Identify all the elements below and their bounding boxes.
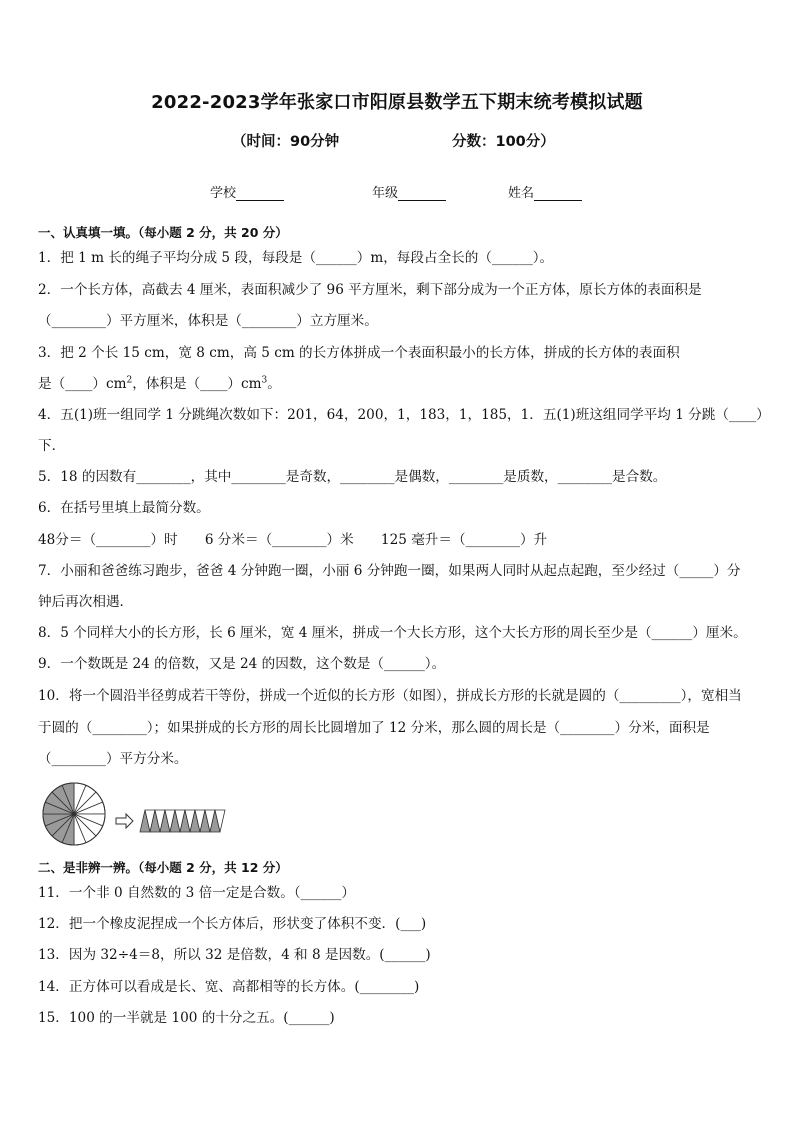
name-blank[interactable] — [534, 186, 582, 201]
time-label: （时间：90分钟 — [232, 134, 340, 150]
superscript-3: 3 — [261, 375, 268, 386]
hollow-right-arrow-icon — [116, 814, 133, 828]
question-3-text-b: ，体积是（____）cm — [132, 376, 262, 392]
school-label: 学校 — [210, 186, 237, 201]
page-title: 2022-2023学年张家口市阳原县数学五下期末统考模拟试题 — [151, 92, 643, 113]
question-4-line-1: 4．五(1)班一组同学 1 分跳绳次数如下：201，64，200，1，183，1，185，1．五(1)班这组同学平均 1 分跳（____） — [38, 407, 770, 423]
grade-label: 年级 — [372, 186, 399, 201]
question-5: 5．18 的因数有________，其中________是奇数，________是偶数，________是质数，________是合数。 — [38, 469, 667, 485]
question-6-line-2: 48分＝（________）时 6 分米＝（________）米 125 毫升＝（________）升 — [38, 532, 548, 548]
superscript-2: 2 — [126, 375, 133, 386]
grade-blank[interactable] — [398, 186, 446, 201]
school-field — [210, 182, 284, 201]
question-7-line-2: 钟后再次相遇． — [38, 594, 134, 610]
question-10-line-2: 于圆的（________）；如果拼成的长方形的周长比圆增加了 12 分米，那么圆的周长是（________）分米，面积是 — [38, 720, 710, 736]
question-3-text-c: 。 — [267, 376, 281, 392]
question-14: 14．正方体可以看成是长、宽、高都相等的长方体。(________) — [38, 979, 420, 995]
question-9: 9．一个数既是 24 的倍数，又是 24 的因数，这个数是（______）。 — [38, 656, 446, 672]
question-7-line-1: 7．小丽和爸爸练习跑步，爸爸 4 分钟跑一圈，小丽 6 分钟跑一圈，如果两人同时从起点起跑，至少经过（_____）分 — [38, 563, 741, 579]
sectored-circle-icon — [43, 783, 105, 845]
question-10-line-1: 10．将一个圆沿半径剪成若干等份，拼成一个近似的长方形（如图），拼成长方形的长就是圆的（_________），宽相当 — [38, 688, 742, 704]
approximate-rectangle-icon — [140, 810, 225, 832]
question-3-line-2 — [38, 374, 760, 394]
section-1-title: 一、认真填一填。（每小题 2 分，共 20 分） — [38, 225, 288, 240]
question-4-line-2: 下． — [38, 438, 66, 454]
question-3-line-1: 3．把 2 个长 15 cm，宽 8 cm，高 5 cm 的长方体拼成一个表面积最小的长方体，拼成的长方体的表面积 — [38, 345, 680, 361]
score-label: 分数：100分） — [452, 134, 555, 150]
school-blank[interactable] — [236, 186, 284, 201]
question-2-line-2: （________）平方厘米，体积是（________）立方厘米。 — [38, 313, 378, 329]
question-8: 8．5 个同样大小的长方形，长 6 厘米，宽 4 厘米，拼成一个大长方形，这个大长方形的周长至少是（______）厘米。 — [38, 625, 747, 641]
question-6-line-1: 6．在括号里填上最简分数。 — [38, 500, 210, 516]
question-11: 11．一个非 0 自然数的 3 倍一定是合数。（______） — [38, 885, 355, 901]
question-2-line-1: 2．一个长方体，高截去 4 厘米，表面积减少了 96 平方厘米，剩下部分成为一个正方体，原长方体的表面积是 — [38, 282, 702, 298]
grade-field — [372, 182, 446, 201]
name-field — [508, 182, 582, 201]
question-13: 13．因为 32÷4＝8，所以 32 是倍数，4 和 8 是因数。(______) — [38, 947, 431, 963]
question-10-line-3: （________）平方分米。 — [38, 751, 188, 767]
name-label: 姓名 — [508, 186, 535, 201]
question-12: 12．把一个橡皮泥捏成一个长方体后，形状变了体积不变．(___) — [38, 916, 427, 932]
circle-to-rectangle-figure — [40, 780, 240, 850]
question-1: 1．把 1 m 长的绳子平均分成 5 段，每段是（______）m，每段占全长的（______）。 — [38, 250, 554, 266]
question-3-text-a: 是（____）cm — [38, 376, 127, 392]
section-2-title: 二、是非辨一辨。（每小题 2 分，共 12 分） — [38, 860, 288, 875]
question-15: 15．100 的一半就是 100 的十分之五。(______) — [38, 1010, 335, 1026]
